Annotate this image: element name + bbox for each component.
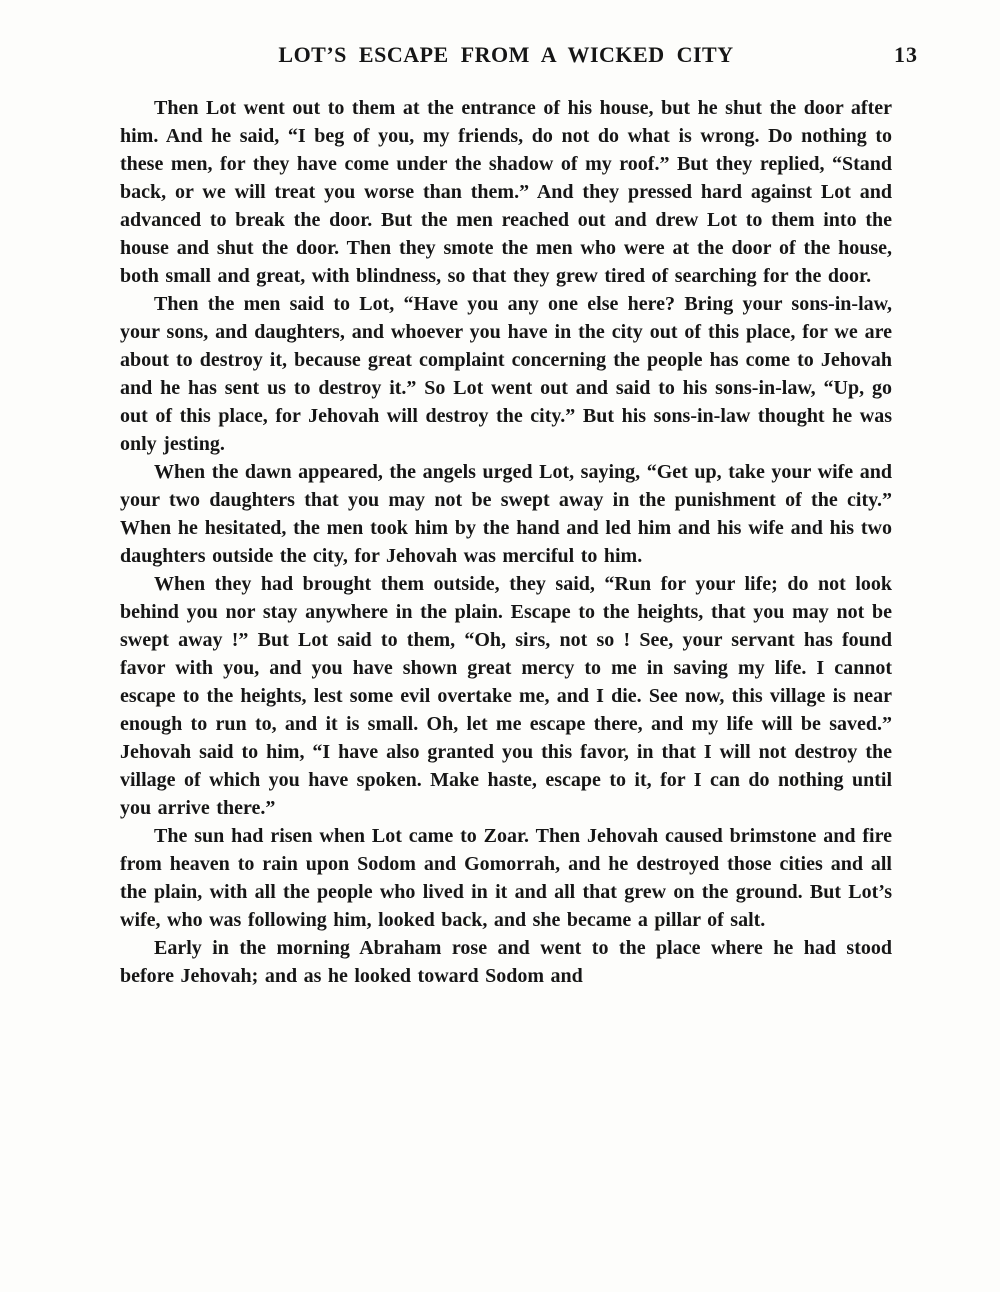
page-title: LOT’S ESCAPE FROM A WICKED CITY [278,42,734,67]
paragraph: When they had brought them outside, they said, “Run for your life; do not look behind you nor stay anywhere in the plain. Escape to the heights, that you may not be swept away !” But Lot said to them, “Oh, sirs, not so ! See, your servant has found favor with you, and you have shown great mercy to me in saving my life. I cannot escape to the heights, lest some evil overtake me, and I die. See now, this village is near enough to run to, and it is small. Oh, let me escape there, and my life will be saved.” Jehovah said to him, “I have also granted you this favor, in that I will not destroy the village of which you have spoken. Make haste, escape to it, for I can do nothing until you arrive there.” [120,573,892,819]
paragraph: Then Lot went out to them at the entrance of his house, but he shut the door after him. And he said, “I beg of you, my friends, do not do what is wrong. Do nothing to these men, for they have come under the shadow of my roof.” But they replied, “Stand back, or we will treat you worse than them.” And they pressed hard against Lot and advanced to break the door. But the men reached out and drew Lot to them into the house and shut the door. Then they smote the men who were at the door of the house, both small and great, with blindness, so that they grew tired of searching for the door. [120,97,892,287]
paragraph: Then the men said to Lot, “Have you any one else here? Bring your sons-in-law, your sons, and daughters, and whoever you have in the city out of this place, for we are about to destroy it, because great complaint concerning the people has come to Jehovah and he has sent us to destroy it.” So Lot went out and said to his sons-in-law, “Up, go out of this place, for Jehovah will destroy the city.” But his sons-in-law thought he was only jesting. [120,293,892,455]
running-head [120,42,918,68]
paragraph: Early in the morning Abraham rose and went to the place where he had stood before Jehovah; and as he looked toward Sodom and [120,937,892,987]
body-text [120,94,892,990]
page-number: 13 [894,42,918,67]
paragraph: When the dawn appeared, the angels urged Lot, saying, “Get up, take your wife and your two daughters that you may not be swept away in the punishment of the city.” When he hesitated, the men took him by the hand and led him and his wife and his two daughters outside the city, for Jehovah was merciful to him. [120,461,892,567]
paragraph: The sun had risen when Lot came to Zoar. Then Jehovah caused brimstone and fire from heaven to rain upon Sodom and Gomorrah, and he destroyed those cities and all the plain, with all the people who lived in it and all that grew on the ground. But Lot’s wife, who was following him, looked back, and she became a pillar of salt. [120,825,892,931]
